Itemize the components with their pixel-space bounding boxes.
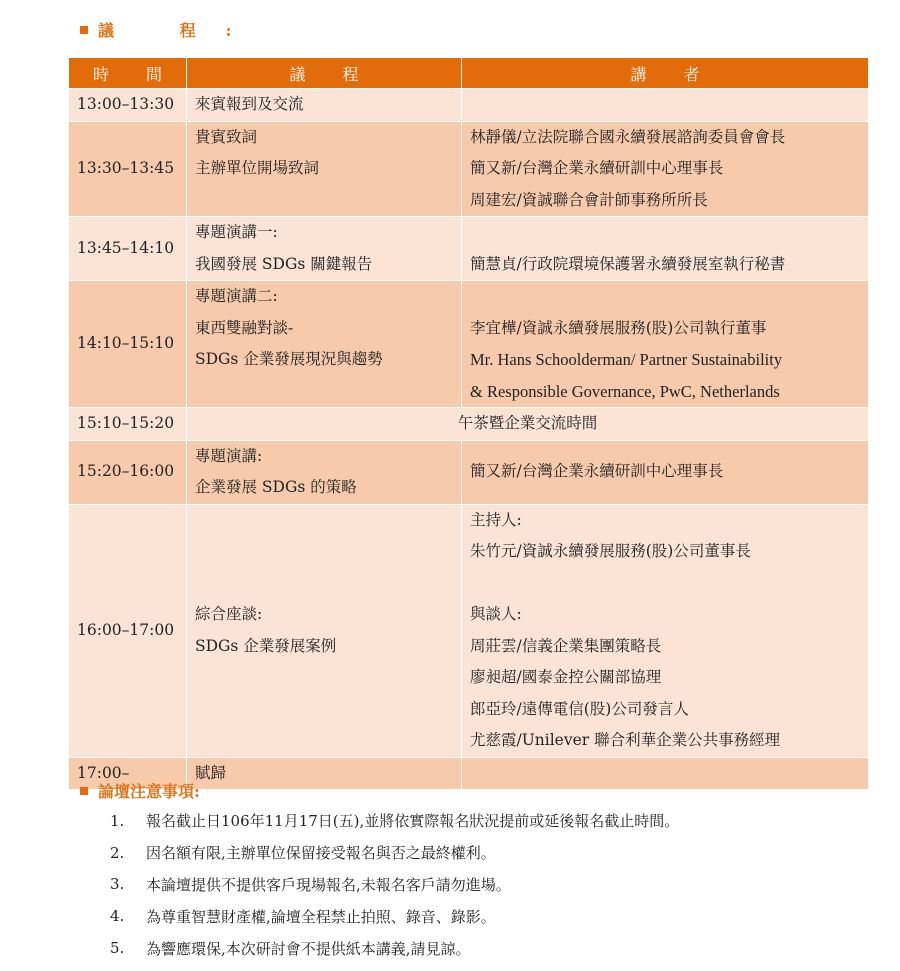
row-time: 13:30–13:45 <box>69 121 187 217</box>
note-text: 本論壇提供不提供客戶現場報名,未報名客戶請勿進場。 <box>146 875 511 894</box>
topic-line: 專題演講二: <box>195 287 278 305</box>
header-topic: 議 程 <box>187 58 462 89</box>
row-speakers <box>462 217 869 281</box>
note-number: 4. <box>110 907 125 926</box>
square-bullet-icon <box>80 787 88 795</box>
topic-line: 企業發展 SDGs 的策略 <box>195 478 357 496</box>
list-item <box>110 805 679 837</box>
table-row <box>69 89 869 122</box>
topic-line: 主辦單位開場致詞 <box>195 159 320 177</box>
note-text: 因名額有限,主辦單位保留接受報名與否之最終權利。 <box>146 844 496 863</box>
table-row <box>69 440 869 504</box>
agenda-table <box>68 57 869 790</box>
row-topic <box>187 504 462 757</box>
note-text: 為響應環保,本次研討會不提供紙本講義,請見諒。 <box>146 939 471 958</box>
topic-line: 我國發展 SDGs 關鍵報告 <box>195 254 373 273</box>
square-bullet-icon <box>80 26 88 34</box>
topic-line: 賦歸 <box>195 763 227 782</box>
table-row <box>69 281 869 408</box>
notes-heading <box>80 779 200 802</box>
row-time: 14:10–15:10 <box>69 281 187 408</box>
row-time: 15:10–15:20 <box>69 408 187 441</box>
table-row <box>69 408 869 441</box>
speaker-line: 與談人: <box>470 605 522 623</box>
notes-heading-text: 論壇注意事項: <box>98 782 200 801</box>
table-row <box>69 121 869 217</box>
note-number: 2. <box>110 843 125 862</box>
note-text: 為尊重智慧財產權,論壇全程禁止拍照、錄音、錄影。 <box>146 907 496 926</box>
speaker-line: 簡又新/台灣企業永續研訓中心理事長 <box>470 159 724 177</box>
speaker-line: 主持人: <box>470 510 522 529</box>
speaker-line: 簡又新/台灣企業永續研訓中心理事長 <box>470 462 724 481</box>
row-time: 16:00–17:00 <box>69 504 187 757</box>
topic-line: SDGs 企業發展案例 <box>195 636 337 655</box>
row-speakers <box>462 121 869 217</box>
row-time: 13:00–13:30 <box>69 89 187 122</box>
topic-line: SDGs 企業發展現況與趨勢 <box>195 350 383 368</box>
list-item <box>110 932 679 964</box>
row-speakers <box>462 89 869 122</box>
header-time: 時 間 <box>69 58 187 89</box>
row-time: 17:00– <box>69 757 187 790</box>
note-text: 報名截止日106年11月17日(五),並將依實際報名狀況提前或延後報名截止時間。 <box>146 812 680 831</box>
row-topic <box>187 440 462 504</box>
row-time: 13:45–14:10 <box>69 217 187 281</box>
speaker-line: & Responsible Governance, PwC, Netherlands <box>470 381 780 401</box>
row-speakers <box>462 281 869 408</box>
topic-line: 綜合座談: <box>195 605 263 623</box>
topic-line: 專題演講: <box>195 446 263 465</box>
agenda-header-row <box>69 58 869 89</box>
topic-line: 專題演講一: <box>195 223 278 241</box>
agenda-heading <box>80 18 261 41</box>
row-topic <box>187 217 462 281</box>
speaker-line: 周莊雲/信義企業集團策略長 <box>470 636 662 655</box>
row-speakers <box>462 504 869 757</box>
note-number: 5. <box>110 939 125 958</box>
speaker-line: 朱竹元/資誠永續發展服務(股)公司董事長 <box>470 542 751 560</box>
row-topic <box>187 89 462 122</box>
topic-line: 貴賓致詞 <box>195 127 258 146</box>
list-item <box>110 900 679 932</box>
speaker-line: 簡慧貞/行政院環境保護署永續發展室執行秘書 <box>470 254 786 273</box>
notes-list <box>110 805 679 964</box>
speaker-line: 郎亞玲/遠傳電信(股)公司發言人 <box>470 699 689 718</box>
topic-line: 來賓報到及交流 <box>195 95 304 113</box>
note-number: 3. <box>110 875 125 894</box>
note-number: 1. <box>110 811 125 830</box>
list-item <box>110 837 679 869</box>
speaker-line: 周建宏/資誠聯合會計師事務所所長 <box>470 190 708 209</box>
header-speakers: 講 者 <box>462 58 869 89</box>
speaker-line: 尤慈霞/Unilever 聯合利華企業公共事務經理 <box>470 731 781 749</box>
speaker-line: Mr. Hans Schoolderman/ Partner Sustainability <box>470 350 783 369</box>
row-topic <box>187 757 462 790</box>
row-topic <box>187 281 462 408</box>
table-row <box>69 504 869 757</box>
topic-line: 東西雙融對談- <box>195 318 294 337</box>
table-row <box>69 217 869 281</box>
agenda-heading-text: 議 程: <box>98 21 262 40</box>
row-time: 15:20–16:00 <box>69 440 187 504</box>
row-speakers <box>462 440 869 504</box>
list-item <box>110 869 679 901</box>
row-speakers <box>462 757 869 790</box>
speaker-line: 李宜樺/資誠永續發展服務(股)公司執行董事 <box>470 318 767 337</box>
speaker-line: 廖昶超/國泰金控公關部協理 <box>470 668 662 686</box>
row-topic <box>187 121 462 217</box>
break-cell: 午茶暨企業交流時間 <box>187 408 869 441</box>
speaker-line: 林靜儀/立法院聯合國永續發展諮詢委員會會長 <box>470 127 786 146</box>
